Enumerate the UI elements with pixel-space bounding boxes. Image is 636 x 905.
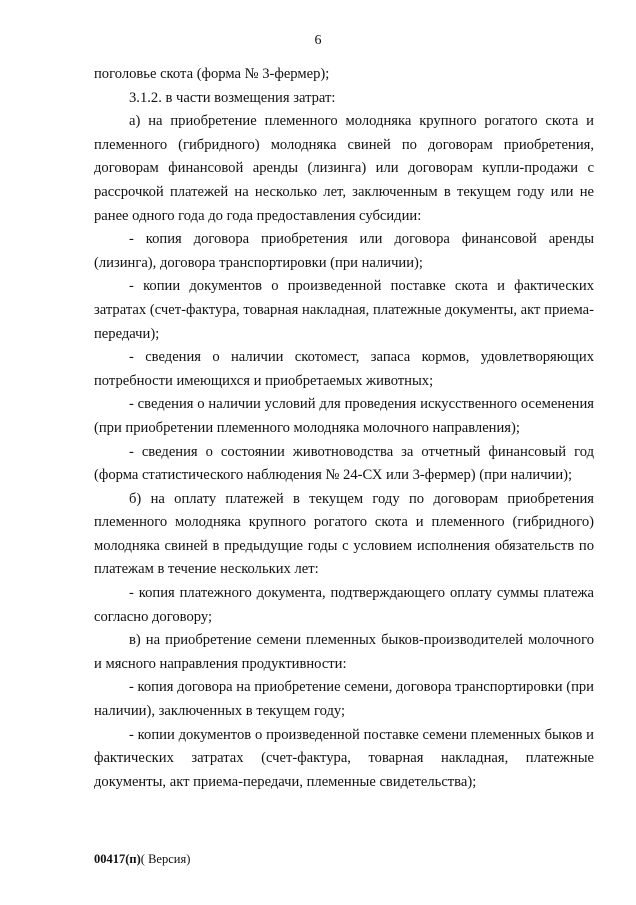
paragraph: - сведения о наличии условий для проведения искусственного осеменения (при приобретении племенного молодняка молочного направления); <box>94 396 594 436</box>
paragraph: в) на приобретение семени племенных быков-производителей молочного и мясного направления продуктивности: <box>94 632 594 672</box>
document-version: ( Версия) <box>140 852 191 866</box>
paragraph: - копия договора приобретения или договора финансовой аренды (лизинга), договора транспортировки (при наличии); <box>94 231 594 271</box>
paragraph: поголовье скота (форма № 3-фермер); <box>94 66 330 82</box>
paragraph: б) на оплату платежей в текущем году по договорам приобретения племенного молодняка крупного рогатого скота и племенного (гибридного) молодняка свиней в предыдущие годы с условием исполнения обязательств по платежам в течение нескольких лет: <box>94 490 594 578</box>
paragraph: - копии документов о произведенной поставке скота и фактических затратах (счет-фактура, товарная накладная, платежные документы, акт приема-передачи); <box>94 278 594 342</box>
paragraph: - сведения о состоянии животноводства за отчетный финансовый год (форма статистического наблюдения № 24-СХ или 3-фермер) (при наличии); <box>94 443 594 484</box>
paragraph: а) на приобретение племенного молодняка крупного рогатого скота и племенного (гибридного) молодняка свиней по договорам приобретения, договорам финансовой аренды (лизинга) или договорам купли-продажи с рассрочкой платежей на несколько лет, заключенным в текущем году или не ранее одного года до года предоставления субсидии: <box>94 113 594 224</box>
paragraph: - копии документов о произведенной поставке семени племенных быков и фактических затратах (счет-фактура, товарная накладная, платежные документы, акт приема-передачи, племенные свидетельства); <box>94 726 594 790</box>
paragraph: - копия договора на приобретение семени, договора транспортировки (при наличии), заключенных в текущем году; <box>94 679 594 720</box>
document-footer <box>94 851 190 867</box>
page-number: 6 <box>314 33 322 48</box>
paragraph: - сведения о наличии скотомест, запаса кормов, удовлетворяющих потребности имеющихся и приобретаемых животных; <box>94 349 594 389</box>
document-body <box>94 63 594 794</box>
paragraph: 3.1.2. в части возмещения затрат: <box>129 89 336 106</box>
paragraph: - копия платежного документа, подтверждающего оплату суммы платежа согласно договору; <box>94 585 594 625</box>
document-code: 00417(п) <box>94 852 141 866</box>
